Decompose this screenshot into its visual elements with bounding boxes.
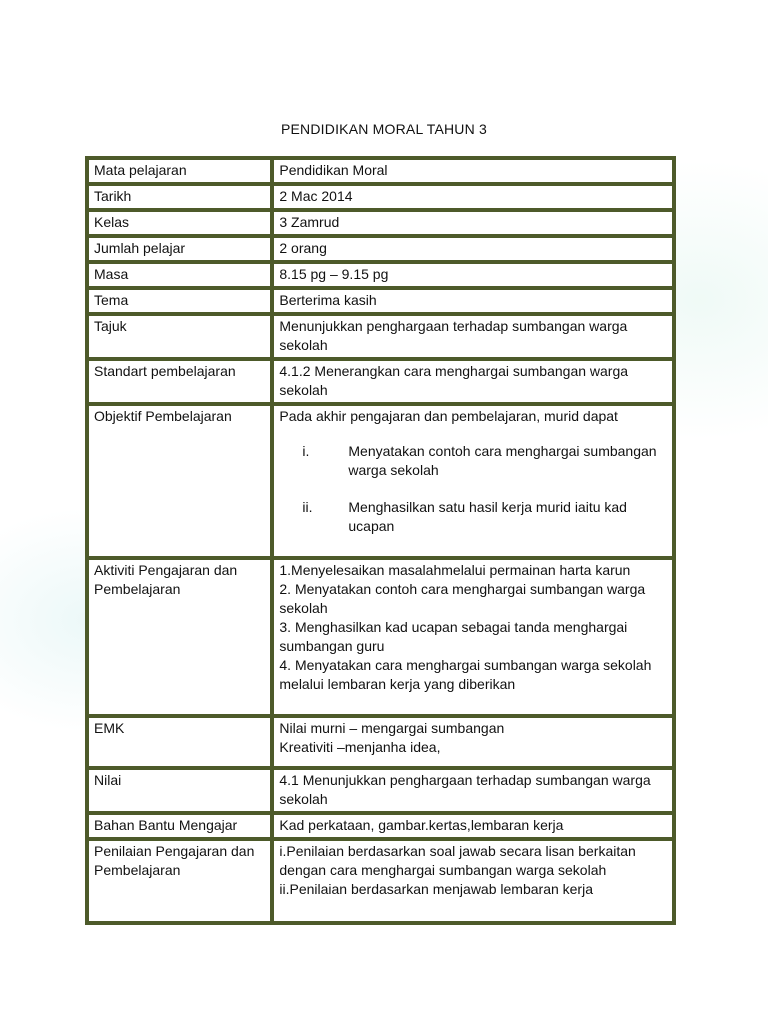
- row-jumlah-pelajar: [87, 236, 674, 262]
- list-item-text: Menyatakan contoh cara menghargai sumbangan warga sekolah: [348, 443, 657, 478]
- row-aktiviti: [87, 558, 674, 716]
- label-cell: Tajuk: [87, 314, 272, 359]
- lesson-plan-table: [85, 156, 676, 925]
- row-mata-pelajaran: [87, 158, 674, 184]
- value-cell: Pendidikan Moral: [272, 158, 674, 184]
- value-cell: 3 Zamrud: [272, 210, 674, 236]
- activity-item: 3. Menghasilkan kad ucapan sebagai tanda menghargai sumbangan guru: [279, 619, 628, 654]
- row-emk: [87, 716, 674, 768]
- objective-list: [279, 442, 668, 536]
- emk-line: Kreativiti –menjanha idea,: [279, 739, 441, 755]
- label-cell: Masa: [87, 262, 272, 288]
- row-masa: [87, 262, 674, 288]
- label-cell: Bahan Bantu Mengajar: [87, 813, 272, 839]
- assessment-line: ii.Penilaian berdasarkan menjawab lembaran kerja: [279, 881, 593, 897]
- value-cell: [272, 558, 674, 716]
- objective-intro: Pada akhir pengajaran dan pembelajaran, murid dapat: [279, 408, 618, 424]
- row-standart-pembelajaran: [87, 359, 674, 404]
- list-item: [279, 442, 668, 480]
- assessment-line: i.Penilaian berdasarkan soal jawab secara lisan berkaitan dengan cara menghargai sumbangan warga sekolah: [279, 843, 636, 878]
- value-cell: 2 orang: [272, 236, 674, 262]
- label-cell: Kelas: [87, 210, 272, 236]
- row-nilai: [87, 768, 674, 813]
- row-tema: [87, 288, 674, 314]
- emk-line: Nilai murni – mengargai sumbangan: [279, 720, 505, 736]
- value-cell: 2 Mac 2014: [272, 184, 674, 210]
- row-tajuk: [87, 314, 674, 359]
- label-cell: Nilai: [87, 768, 272, 813]
- value-cell: Berterima kasih: [272, 288, 674, 314]
- value-cell: [272, 839, 674, 923]
- value-cell: [272, 404, 674, 558]
- document-title: PENDIDIKAN MORAL TAHUN 3: [280, 121, 488, 137]
- row-penilaian: [87, 839, 674, 923]
- activity-item: 1.Menyelesaikan masalahmelalui permainan harta karun: [279, 562, 631, 578]
- label-cell: Mata pelajaran: [87, 158, 272, 184]
- value-cell: 8.15 pg – 9.15 pg: [272, 262, 674, 288]
- list-item-number: i.: [302, 443, 310, 459]
- activity-item: 4. Menyatakan cara menghargai sumbangan warga sekolah melalui lembaran kerja yang diberikan: [279, 657, 652, 692]
- value-cell: Kad perkataan, gambar.kertas,lembaran kerja: [272, 813, 674, 839]
- row-tarikh: [87, 184, 674, 210]
- row-objektif-pembelajaran: [87, 404, 674, 558]
- list-item-number: ii.: [302, 499, 313, 515]
- label-cell: EMK: [87, 716, 272, 768]
- list-item: [279, 498, 668, 536]
- value-cell: [272, 716, 674, 768]
- row-bahan-bantu-mengajar: [87, 813, 674, 839]
- row-kelas: [87, 210, 674, 236]
- value-cell: Menunjukkan penghargaan terhadap sumbangan warga sekolah: [272, 314, 674, 359]
- activity-item: 2. Menyatakan contoh cara menghargai sumbangan warga sekolah: [279, 581, 646, 616]
- value-cell: 4.1 Menunjukkan penghargaan terhadap sumbangan warga sekolah: [272, 768, 674, 813]
- label-cell: Penilaian Pengajaran dan Pembelajaran: [87, 839, 272, 923]
- label-cell: Jumlah pelajar: [87, 236, 272, 262]
- label-cell: Tarikh: [87, 184, 272, 210]
- label-cell: Objektif Pembelajaran: [87, 404, 272, 558]
- label-cell: Tema: [87, 288, 272, 314]
- label-cell: Standart pembelajaran: [87, 359, 272, 404]
- label-cell: Aktiviti Pengajaran dan Pembelajaran: [87, 558, 272, 716]
- value-cell: 4.1.2 Menerangkan cara menghargai sumbangan warga sekolah: [272, 359, 674, 404]
- list-item-text: Menghasilkan satu hasil kerja murid iaitu kad ucapan: [348, 499, 627, 534]
